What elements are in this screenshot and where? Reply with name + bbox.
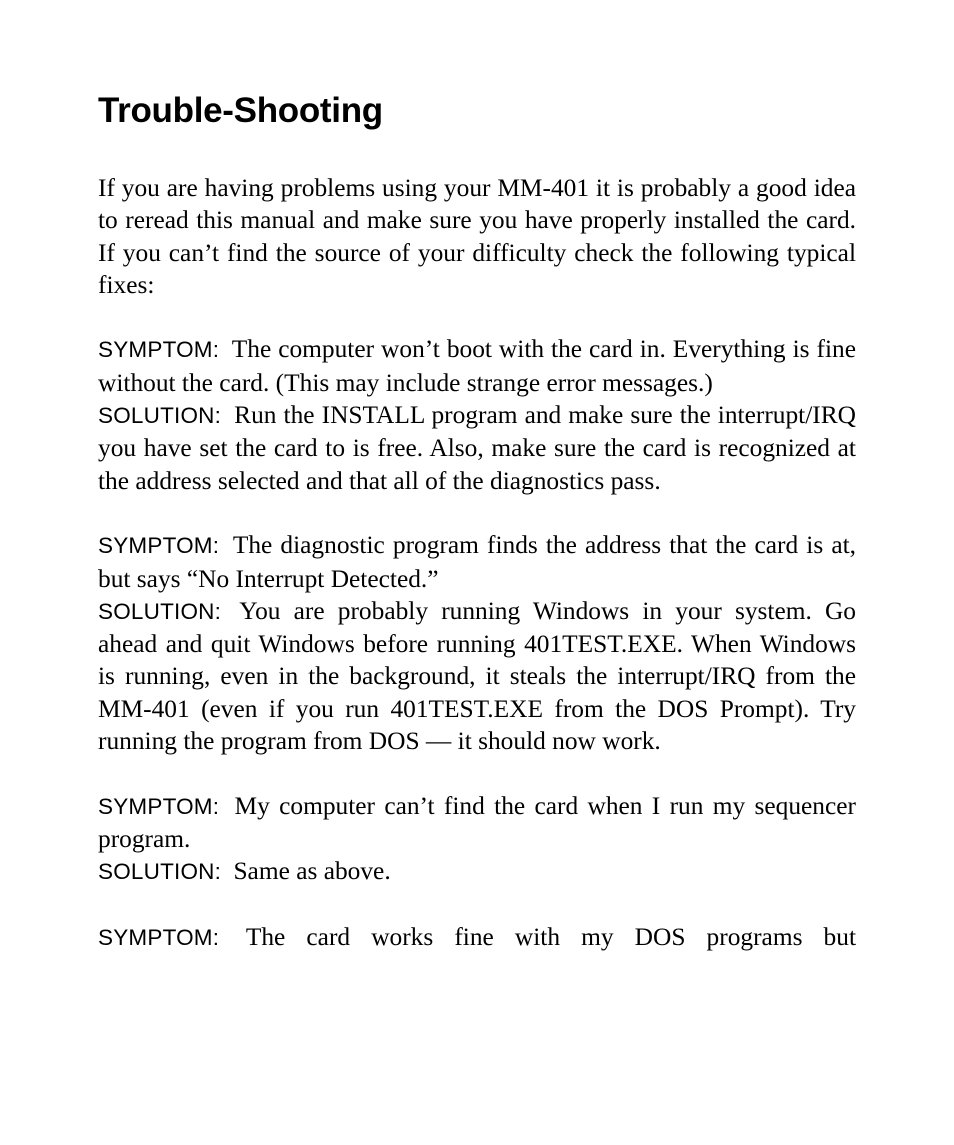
symptom-description: The card works fine with my DOS programs but <box>245 922 856 951</box>
solution-description: You are probably running Windows in your system. Go ahead and quit Windows before running 401TEST.EXE. When Windows is running, even in the background, it steals the interrupt/IRQ from the MM-401 (even if you run 401TEST.EXE from the DOS Prompt). Try running the program from DOS — it should now work. <box>98 596 857 756</box>
solution-description: Same as above. <box>233 857 391 886</box>
trouble-entry-1 <box>98 333 856 496</box>
symptom-text <box>98 333 856 399</box>
symptom-label: SYMPTOM: <box>98 533 220 559</box>
trouble-entry-2 <box>98 529 856 757</box>
spacer <box>98 301 856 333</box>
symptom-description: The computer won’t boot with the card in. Everything is fine without the card. (This may include strange error messages.) <box>98 335 856 397</box>
intro-paragraph: If you are having problems using your MM-401 it is probably a good idea to reread this manual and make sure you have properly installed the card. If you can’t find the source of your difficulty check the following typical fixes: <box>98 174 856 299</box>
solution-label: SOLUTION: <box>98 598 222 624</box>
solution-label: SOLUTION: <box>98 859 222 885</box>
symptom-text <box>98 529 856 595</box>
solution-text <box>98 399 856 497</box>
manual-page <box>98 88 856 954</box>
symptom-text <box>98 921 856 954</box>
spacer <box>98 889 856 921</box>
symptom-description: My computer can’t find the card when I run my sequencer program. <box>98 791 856 853</box>
solution-description: Run the INSTALL program and make sure the interrupt/IRQ you have set the card to is free. Also, make sure the card is recognized at the address selected and that all of the diagnostics pass. <box>98 401 856 495</box>
trouble-entry-4 <box>98 921 856 954</box>
solution-text <box>98 855 856 888</box>
symptom-label: SYMPTOM: <box>98 337 220 363</box>
symptom-description: The diagnostic program finds the address that the card is at, but says “No Interrupt Detected.” <box>98 531 856 593</box>
trouble-entry-3 <box>98 790 856 889</box>
symptom-label: SYMPTOM: <box>98 793 220 819</box>
solution-label: SOLUTION: <box>98 403 222 429</box>
page-title: Trouble-Shooting <box>98 91 383 130</box>
spacer <box>98 497 856 529</box>
solution-text <box>98 595 856 757</box>
symptom-label: SYMPTOM: <box>98 924 220 950</box>
symptom-text <box>98 790 856 856</box>
spacer <box>98 757 856 789</box>
